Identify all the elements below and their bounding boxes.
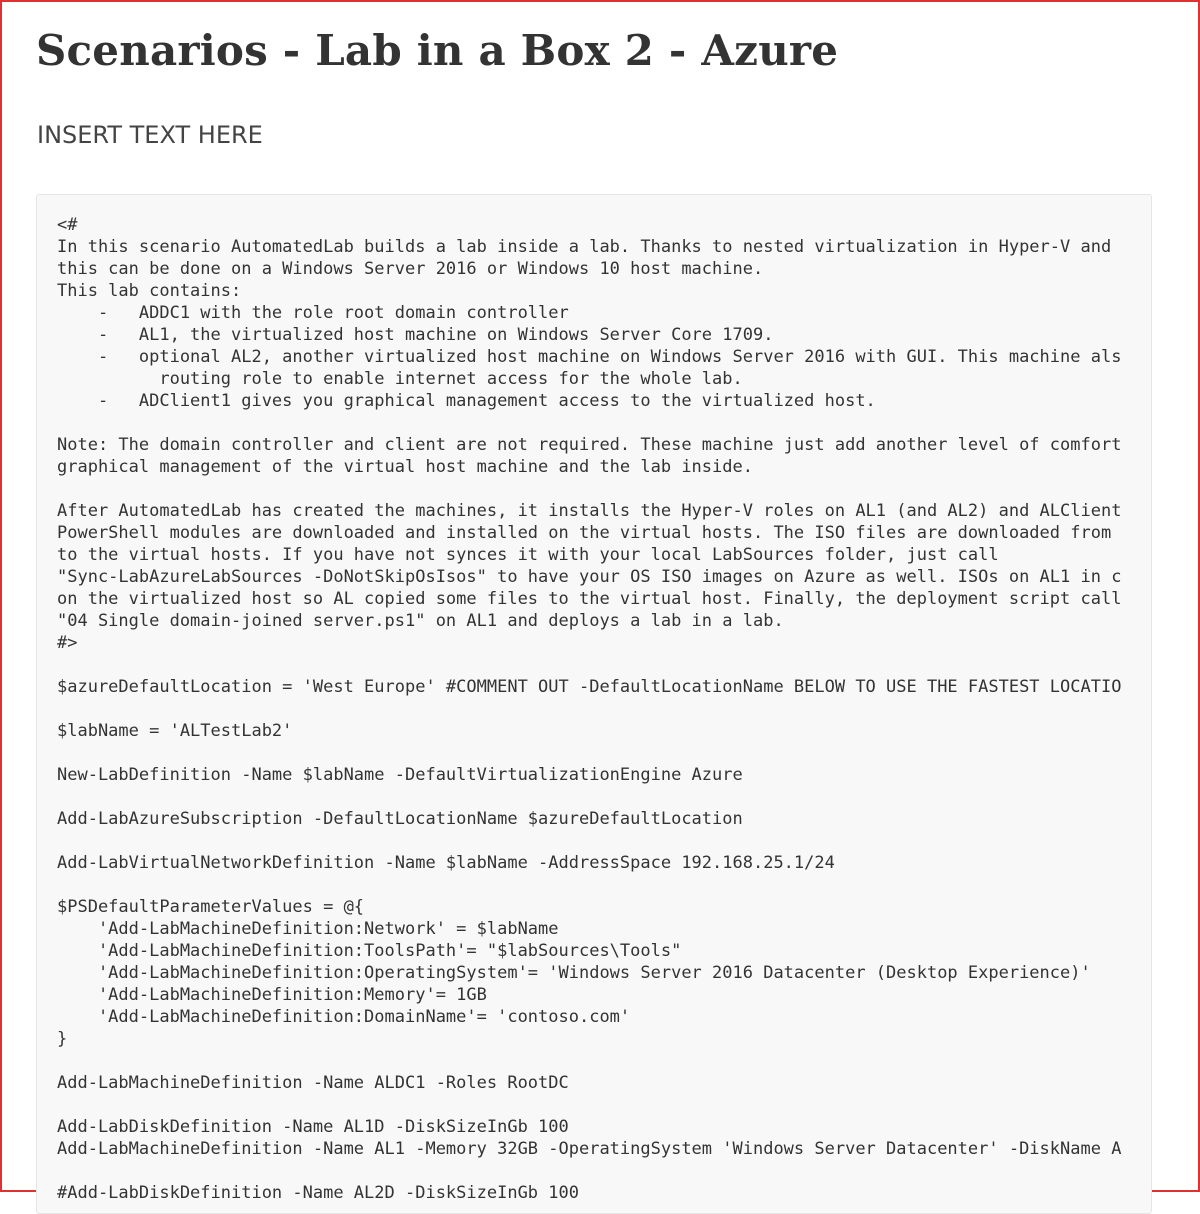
page-subtitle: INSERT TEXT HERE bbox=[37, 121, 263, 149]
code-line bbox=[57, 412, 1121, 434]
code-line: Add-LabMachineDefinition -Name ALDC1 -Roles RootDC bbox=[57, 1073, 569, 1093]
code-line: 'Add-LabMachineDefinition:ToolsPath'= "$labSources\Tools" bbox=[57, 941, 682, 961]
code-line: #> bbox=[57, 633, 78, 653]
code-line: to the virtual hosts. If you have not synces it with your local LabSources folder, just call bbox=[57, 545, 999, 565]
code-line: After AutomatedLab has created the machines, it installs the Hyper-V roles on AL1 (and AL2) and ALClient bbox=[57, 501, 1122, 521]
code-line bbox=[57, 1094, 1121, 1116]
code-line bbox=[57, 478, 1121, 500]
code-line: 'Add-LabMachineDefinition:DomainName'= 'contoso.com' bbox=[57, 1007, 631, 1027]
code-line: - ADClient1 gives you graphical management access to the virtualized host. bbox=[57, 391, 876, 411]
code-line: - optional AL2, another virtualized host machine on Windows Server 2016 with GUI. This machine als bbox=[57, 347, 1122, 367]
code-line: Add-LabVirtualNetworkDefinition -Name $labName -AddressSpace 192.168.25.1/24 bbox=[57, 853, 835, 873]
code-line: Add-LabAzureSubscription -DefaultLocationName $azureDefaultLocation bbox=[57, 809, 743, 829]
code-line: Add-LabDiskDefinition -Name AL1D -DiskSizeInGb 100 bbox=[57, 1117, 569, 1137]
code-line: 'Add-LabMachineDefinition:Memory'= 1GB bbox=[57, 985, 487, 1005]
code-line: graphical management of the virtual host machine and the lab inside. bbox=[57, 457, 753, 477]
code-line: "04 Single domain-joined server.ps1" on AL1 and deploys a lab in a lab. bbox=[57, 611, 784, 631]
code-line: This lab contains: bbox=[57, 281, 242, 301]
code-line: New-LabDefinition -Name $labName -DefaultVirtualizationEngine Azure bbox=[57, 765, 743, 785]
code-line bbox=[57, 874, 1121, 896]
code-content bbox=[57, 214, 1121, 1204]
code-line bbox=[57, 698, 1121, 720]
code-line: $labName = 'ALTestLab2' bbox=[57, 721, 293, 741]
code-line: <# bbox=[57, 215, 78, 235]
code-line bbox=[57, 830, 1121, 852]
code-line bbox=[57, 654, 1121, 676]
page-title: Scenarios - Lab in a Box 2 - Azure bbox=[36, 26, 839, 75]
code-line bbox=[57, 742, 1121, 764]
code-line: 'Add-LabMachineDefinition:Network' = $labName bbox=[57, 919, 559, 939]
code-line: } bbox=[57, 1029, 68, 1049]
code-line: #Add-LabDiskDefinition -Name AL2D -DiskSizeInGb 100 bbox=[57, 1183, 579, 1203]
code-line: $azureDefaultLocation = 'West Europe' #COMMENT OUT -DefaultLocationName BELOW TO USE THE FASTEST LOCATIO bbox=[57, 677, 1122, 697]
code-line: Add-LabMachineDefinition -Name AL1 -Memory 32GB -OperatingSystem 'Windows Server Datacenter' -DiskName A bbox=[57, 1139, 1122, 1159]
code-line bbox=[57, 1160, 1121, 1182]
code-line bbox=[57, 786, 1121, 808]
code-line: this can be done on a Windows Server 2016 or Windows 10 host machine. bbox=[57, 259, 764, 279]
code-line: "Sync-LabAzureLabSources -DoNotSkipOsIsos" to have your OS ISO images on Azure as well. ISOs on AL1 in c bbox=[57, 567, 1122, 587]
code-line: - ADDC1 with the role root domain controller bbox=[57, 303, 569, 323]
code-line: PowerShell modules are downloaded and installed on the virtual hosts. The ISO files are downloaded from bbox=[57, 523, 1112, 543]
code-line bbox=[57, 1050, 1121, 1072]
code-line: on the virtualized host so AL copied some files to the virtual host. Finally, the deployment script call bbox=[57, 589, 1122, 609]
code-line: 'Add-LabMachineDefinition:OperatingSystem'= 'Windows Server 2016 Datacenter (Desktop Experience)' bbox=[57, 963, 1091, 983]
code-line: In this scenario AutomatedLab builds a lab inside a lab. Thanks to nested virtualization in Hyper-V and bbox=[57, 237, 1112, 257]
code-line: $PSDefaultParameterValues = @{ bbox=[57, 897, 365, 917]
code-line: Note: The domain controller and client are not required. These machine just add another level of comfort bbox=[57, 435, 1122, 455]
code-line: - AL1, the virtualized host machine on Windows Server Core 1709. bbox=[57, 325, 774, 345]
code-line: routing role to enable internet access for the whole lab. bbox=[57, 369, 743, 389]
code-block[interactable] bbox=[36, 194, 1152, 1214]
